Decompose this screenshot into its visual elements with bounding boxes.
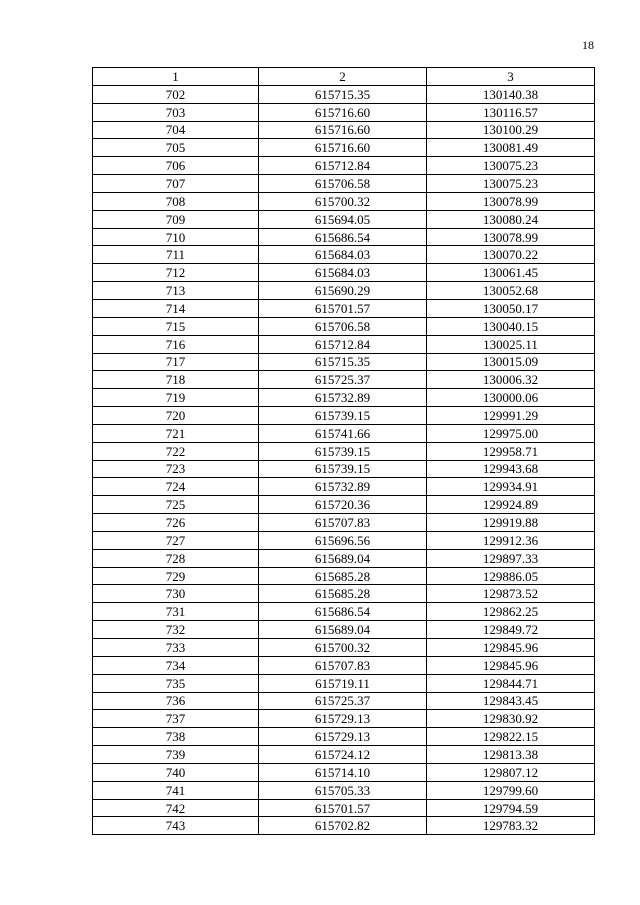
- point-number-cell: 720: [93, 407, 259, 425]
- table-row: [93, 496, 595, 514]
- point-number-cell: 742: [93, 799, 259, 817]
- table-row: [93, 585, 595, 603]
- x-coordinate-cell: 615706.58: [259, 317, 427, 335]
- table-row: [93, 639, 595, 657]
- point-number-cell: 713: [93, 282, 259, 300]
- point-number-cell: 717: [93, 353, 259, 371]
- x-coordinate-cell: 615715.35: [259, 85, 427, 103]
- x-coordinate-cell: 615732.89: [259, 389, 427, 407]
- table-row: [93, 264, 595, 282]
- x-coordinate-cell: 615712.84: [259, 335, 427, 353]
- y-coordinate-cell: 129794.59: [427, 799, 595, 817]
- y-coordinate-cell: 130075.23: [427, 157, 595, 175]
- x-coordinate-cell: 615724.12: [259, 746, 427, 764]
- y-coordinate-cell: 129934.91: [427, 478, 595, 496]
- point-number-cell: 710: [93, 228, 259, 246]
- x-coordinate-cell: 615725.37: [259, 692, 427, 710]
- column-header-3: 3: [427, 68, 595, 86]
- point-number-cell: 738: [93, 728, 259, 746]
- y-coordinate-cell: 130078.99: [427, 228, 595, 246]
- y-coordinate-cell: 130078.99: [427, 192, 595, 210]
- table-row: [93, 139, 595, 157]
- table-row: [93, 710, 595, 728]
- y-coordinate-cell: 129830.92: [427, 710, 595, 728]
- y-coordinate-cell: 129783.32: [427, 817, 595, 835]
- x-coordinate-cell: 615729.13: [259, 728, 427, 746]
- y-coordinate-cell: 129849.72: [427, 621, 595, 639]
- table-row: [93, 531, 595, 549]
- x-coordinate-cell: 615685.28: [259, 585, 427, 603]
- y-coordinate-cell: 129845.96: [427, 656, 595, 674]
- table-row: [93, 656, 595, 674]
- point-number-cell: 741: [93, 781, 259, 799]
- x-coordinate-cell: 615689.04: [259, 549, 427, 567]
- point-number-cell: 722: [93, 442, 259, 460]
- x-coordinate-cell: 615702.82: [259, 817, 427, 835]
- x-coordinate-cell: 615686.54: [259, 603, 427, 621]
- column-header-2: 2: [259, 68, 427, 86]
- point-number-cell: 734: [93, 656, 259, 674]
- table-row: [93, 781, 595, 799]
- point-number-cell: 729: [93, 567, 259, 585]
- table-row: [93, 407, 595, 425]
- point-number-cell: 712: [93, 264, 259, 282]
- table-row: [93, 299, 595, 317]
- table-row: [93, 728, 595, 746]
- y-coordinate-cell: 129943.68: [427, 460, 595, 478]
- point-number-cell: 730: [93, 585, 259, 603]
- point-number-cell: 707: [93, 175, 259, 193]
- table-row: [93, 567, 595, 585]
- point-number-cell: 715: [93, 317, 259, 335]
- table-row: [93, 210, 595, 228]
- y-coordinate-cell: 130075.23: [427, 175, 595, 193]
- table-row: [93, 246, 595, 264]
- x-coordinate-cell: 615707.83: [259, 514, 427, 532]
- point-number-cell: 737: [93, 710, 259, 728]
- y-coordinate-cell: 130000.06: [427, 389, 595, 407]
- point-number-cell: 736: [93, 692, 259, 710]
- y-coordinate-cell: 130080.24: [427, 210, 595, 228]
- x-coordinate-cell: 615700.32: [259, 639, 427, 657]
- x-coordinate-cell: 615684.03: [259, 264, 427, 282]
- point-number-cell: 716: [93, 335, 259, 353]
- y-coordinate-cell: 129845.96: [427, 639, 595, 657]
- y-coordinate-cell: 129862.25: [427, 603, 595, 621]
- table-row: [93, 514, 595, 532]
- table-row: [93, 192, 595, 210]
- y-coordinate-cell: 130116.57: [427, 103, 595, 121]
- y-coordinate-cell: 129958.71: [427, 442, 595, 460]
- point-number-cell: 725: [93, 496, 259, 514]
- y-coordinate-cell: 129919.88: [427, 514, 595, 532]
- x-coordinate-cell: 615716.60: [259, 103, 427, 121]
- x-coordinate-cell: 615720.36: [259, 496, 427, 514]
- table-row: [93, 121, 595, 139]
- y-coordinate-cell: 130052.68: [427, 282, 595, 300]
- point-number-cell: 732: [93, 621, 259, 639]
- x-coordinate-cell: 615707.83: [259, 656, 427, 674]
- point-number-cell: 743: [93, 817, 259, 835]
- table-row: [93, 371, 595, 389]
- x-coordinate-cell: 615696.56: [259, 531, 427, 549]
- table-row: [93, 442, 595, 460]
- y-coordinate-cell: 129991.29: [427, 407, 595, 425]
- point-number-cell: 728: [93, 549, 259, 567]
- x-coordinate-cell: 615700.32: [259, 192, 427, 210]
- y-coordinate-cell: 130006.32: [427, 371, 595, 389]
- point-number-cell: 709: [93, 210, 259, 228]
- point-number-cell: 723: [93, 460, 259, 478]
- y-coordinate-cell: 129799.60: [427, 781, 595, 799]
- x-coordinate-cell: 615694.05: [259, 210, 427, 228]
- y-coordinate-cell: 130015.09: [427, 353, 595, 371]
- point-number-cell: 706: [93, 157, 259, 175]
- table-row: [93, 817, 595, 835]
- x-coordinate-cell: 615706.58: [259, 175, 427, 193]
- table-row: [93, 228, 595, 246]
- table-row: [93, 746, 595, 764]
- x-coordinate-cell: 615685.28: [259, 567, 427, 585]
- x-coordinate-cell: 615739.15: [259, 407, 427, 425]
- table-row: [93, 460, 595, 478]
- point-number-cell: 714: [93, 299, 259, 317]
- table-header-row: [93, 68, 595, 86]
- page-number: 18: [582, 38, 594, 52]
- point-number-cell: 739: [93, 746, 259, 764]
- point-number-cell: 711: [93, 246, 259, 264]
- x-coordinate-cell: 615719.11: [259, 674, 427, 692]
- point-number-cell: 735: [93, 674, 259, 692]
- point-number-cell: 724: [93, 478, 259, 496]
- table-row: [93, 799, 595, 817]
- x-coordinate-cell: 615716.60: [259, 139, 427, 157]
- point-number-cell: 731: [93, 603, 259, 621]
- table-body: [93, 85, 595, 834]
- y-coordinate-cell: 130100.29: [427, 121, 595, 139]
- point-number-cell: 727: [93, 531, 259, 549]
- y-coordinate-cell: 129924.89: [427, 496, 595, 514]
- x-coordinate-cell: 615701.57: [259, 299, 427, 317]
- table-row: [93, 85, 595, 103]
- table-row: [93, 692, 595, 710]
- table-row: [93, 282, 595, 300]
- x-coordinate-cell: 615701.57: [259, 799, 427, 817]
- x-coordinate-cell: 615689.04: [259, 621, 427, 639]
- y-coordinate-cell: 129897.33: [427, 549, 595, 567]
- point-number-cell: 705: [93, 139, 259, 157]
- column-header-1: 1: [93, 68, 259, 86]
- x-coordinate-cell: 615705.33: [259, 781, 427, 799]
- y-coordinate-cell: 129822.15: [427, 728, 595, 746]
- table-row: [93, 317, 595, 335]
- table-row: [93, 621, 595, 639]
- y-coordinate-cell: 129843.45: [427, 692, 595, 710]
- y-coordinate-cell: 130070.22: [427, 246, 595, 264]
- x-coordinate-cell: 615729.13: [259, 710, 427, 728]
- table-row: [93, 157, 595, 175]
- y-coordinate-cell: 129807.12: [427, 763, 595, 781]
- y-coordinate-cell: 130025.11: [427, 335, 595, 353]
- y-coordinate-cell: 130050.17: [427, 299, 595, 317]
- point-number-cell: 718: [93, 371, 259, 389]
- point-number-cell: 702: [93, 85, 259, 103]
- x-coordinate-cell: 615715.35: [259, 353, 427, 371]
- table-row: [93, 335, 595, 353]
- x-coordinate-cell: 615739.15: [259, 442, 427, 460]
- x-coordinate-cell: 615739.15: [259, 460, 427, 478]
- x-coordinate-cell: 615684.03: [259, 246, 427, 264]
- table-row: [93, 763, 595, 781]
- table-row: [93, 478, 595, 496]
- x-coordinate-cell: 615725.37: [259, 371, 427, 389]
- point-number-cell: 733: [93, 639, 259, 657]
- point-number-cell: 726: [93, 514, 259, 532]
- y-coordinate-cell: 130061.45: [427, 264, 595, 282]
- y-coordinate-cell: 129886.05: [427, 567, 595, 585]
- coordinates-table: [92, 67, 595, 835]
- x-coordinate-cell: 615741.66: [259, 424, 427, 442]
- x-coordinate-cell: 615690.29: [259, 282, 427, 300]
- point-number-cell: 721: [93, 424, 259, 442]
- table-row: [93, 175, 595, 193]
- table-row: [93, 603, 595, 621]
- y-coordinate-cell: 129975.00: [427, 424, 595, 442]
- y-coordinate-cell: 129813.38: [427, 746, 595, 764]
- table-row: [93, 353, 595, 371]
- table-row: [93, 389, 595, 407]
- x-coordinate-cell: 615716.60: [259, 121, 427, 139]
- table-row: [93, 549, 595, 567]
- x-coordinate-cell: 615732.89: [259, 478, 427, 496]
- point-number-cell: 708: [93, 192, 259, 210]
- table-row: [93, 424, 595, 442]
- point-number-cell: 704: [93, 121, 259, 139]
- y-coordinate-cell: 129844.71: [427, 674, 595, 692]
- table-row: [93, 674, 595, 692]
- y-coordinate-cell: 129873.52: [427, 585, 595, 603]
- point-number-cell: 719: [93, 389, 259, 407]
- y-coordinate-cell: 130140.38: [427, 85, 595, 103]
- point-number-cell: 703: [93, 103, 259, 121]
- y-coordinate-cell: 130081.49: [427, 139, 595, 157]
- x-coordinate-cell: 615686.54: [259, 228, 427, 246]
- y-coordinate-cell: 130040.15: [427, 317, 595, 335]
- x-coordinate-cell: 615712.84: [259, 157, 427, 175]
- point-number-cell: 740: [93, 763, 259, 781]
- table-row: [93, 103, 595, 121]
- y-coordinate-cell: 129912.36: [427, 531, 595, 549]
- x-coordinate-cell: 615714.10: [259, 763, 427, 781]
